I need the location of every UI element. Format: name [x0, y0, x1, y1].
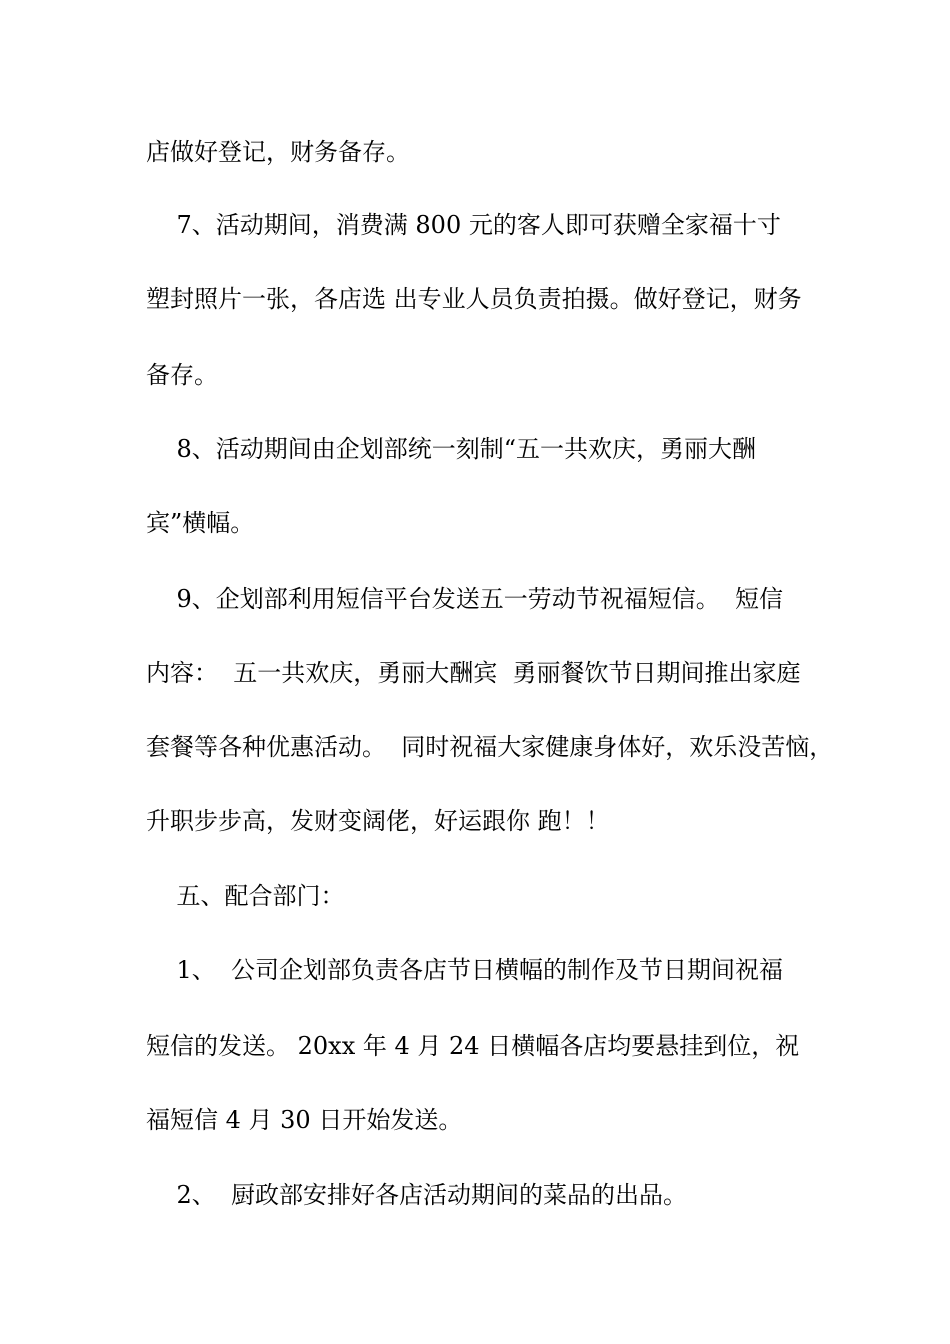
text-line-1: 店做好登记，财务备存。	[146, 138, 410, 166]
text-line-8: 内容： 五一共欢庆，勇丽大酬宾 勇丽餐饮节日期间推出家庭	[146, 659, 801, 687]
section-heading: 五、配合部门：	[146, 882, 345, 910]
text-line-4: 备存。	[146, 361, 218, 389]
text-line-7: 9、企划部利用短信平台发送五一劳动节祝福短信。 短信	[146, 585, 784, 613]
text-line-14: 福短信 4 月 30 日开始发送。	[146, 1106, 463, 1134]
text-line-5: 8、活动期间由企划部统一刻制“五一共欢庆，勇丽大酬	[146, 435, 757, 463]
text-line-3: 塑封照片一张，各店选 出专业人员负责拍摄。做好登记，财务	[146, 285, 802, 313]
text-line-2: 7、活动期间，消费满 800 元的客人即可获赠全家福十寸	[146, 211, 781, 239]
text-line-10: 升职步步高，发财变阔佬，好运跟你 跑！！	[146, 807, 610, 835]
text-line-15: 2、 厨政部安排好各店活动期间的菜品的出品。	[146, 1181, 688, 1209]
text-line-6: 宾”横幅。	[146, 509, 255, 537]
text-line-12: 1、 公司企划部负责各店节日横幅的制作及节日期间祝福	[146, 956, 784, 984]
text-line-13: 短信的发送。 20xx 年 4 月 24 日横幅各店均要悬挂到位，祝	[146, 1032, 800, 1060]
text-line-9: 套餐等各种优惠活动。 同时祝福大家健康身体好，欢乐没苦恼，	[146, 733, 834, 761]
